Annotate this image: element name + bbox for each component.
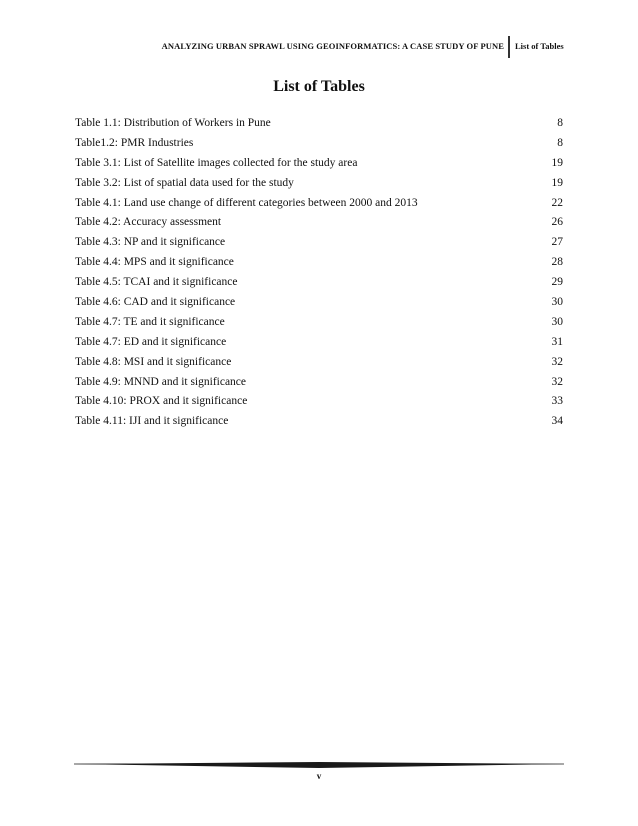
toc-entry-page: 33 xyxy=(551,395,563,408)
running-header xyxy=(0,36,638,60)
page-number: v xyxy=(316,771,322,781)
toc-entry-page: 34 xyxy=(551,415,563,428)
toc-entry-page: 28 xyxy=(551,256,563,269)
toc-entry-label: Table 1.1: Distribution of Workers in Pune xyxy=(75,117,271,129)
toc-entry[interactable] xyxy=(75,276,563,296)
header-section-label: List of Tables xyxy=(515,41,564,51)
toc-entry-page: 22 xyxy=(551,196,563,209)
toc-entry-page: 30 xyxy=(551,296,563,309)
toc-entry-page: 31 xyxy=(551,335,563,348)
toc-entry[interactable] xyxy=(75,376,563,396)
toc-entry-label: Table 4.6: CAD and it significance xyxy=(75,296,236,309)
toc-entry-label: Table 4.10: PROX and it significance xyxy=(75,395,248,408)
page-title: List of Tables xyxy=(273,78,365,95)
toc-entry-label: Table 4.2: Accuracy assessment xyxy=(75,216,222,229)
footer-divider xyxy=(74,762,564,768)
toc-entry-label: Table 4.3: NP and it significance xyxy=(75,236,226,249)
toc-entry-label: Table1.2: PMR Industries xyxy=(75,136,194,149)
toc-entry[interactable] xyxy=(75,216,563,236)
toc-entry-label: Table 4.1: Land use change of different categories between 2000 and 2013 xyxy=(75,196,418,209)
toc-entry[interactable] xyxy=(75,157,563,177)
toc-entry[interactable] xyxy=(75,177,563,197)
toc-entry-page: 19 xyxy=(551,156,563,169)
toc-entry[interactable] xyxy=(75,137,563,157)
toc-entry-label: Table 4.8: MSI and it significance xyxy=(75,355,232,368)
toc-entry-label: Table 3.1: List of Satellite images collected for the study area xyxy=(75,156,358,169)
toc-entry-label: Table 4.7: ED and it significance xyxy=(75,335,227,348)
toc-entry-page: 26 xyxy=(551,216,563,229)
list-of-tables xyxy=(75,117,563,435)
toc-entry-label: Table 3.2: List of spatial data used for the study xyxy=(75,176,294,189)
toc-entry-page: 32 xyxy=(551,355,563,368)
toc-entry-page: 29 xyxy=(551,276,563,289)
toc-entry-page: 27 xyxy=(551,236,563,249)
toc-entry[interactable] xyxy=(75,256,563,276)
header-divider xyxy=(508,36,510,58)
toc-entry[interactable] xyxy=(75,117,563,137)
toc-entry-label: Table 4.4: MPS and it significance xyxy=(75,256,234,269)
toc-entry[interactable] xyxy=(75,356,563,376)
toc-entry[interactable] xyxy=(75,236,563,256)
toc-entry-page: 8 xyxy=(557,136,563,149)
toc-entry-label: Table 4.9: MNND and it significance xyxy=(75,375,247,388)
toc-entry-label: Table 4.5: TCAI and it significance xyxy=(75,276,238,289)
toc-entry[interactable] xyxy=(75,296,563,316)
toc-entry-page: 8 xyxy=(557,117,563,129)
toc-entry[interactable] xyxy=(75,395,563,415)
toc-entry-label: Table 4.11: IJI and it significance xyxy=(75,415,229,428)
toc-entry-page: 19 xyxy=(551,176,563,189)
toc-entry-label: Table 4.7: TE and it significance xyxy=(75,315,225,328)
toc-entry[interactable] xyxy=(75,336,563,356)
toc-entry[interactable] xyxy=(75,316,563,336)
toc-entry[interactable] xyxy=(75,197,563,217)
header-title: ANALYZING URBAN SPRAWL USING GEOINFORMATICS: A CASE STUDY OF PUNE xyxy=(161,41,504,51)
toc-entry-page: 30 xyxy=(551,315,563,328)
toc-entry[interactable] xyxy=(75,415,563,435)
toc-entry-page: 32 xyxy=(551,375,563,388)
